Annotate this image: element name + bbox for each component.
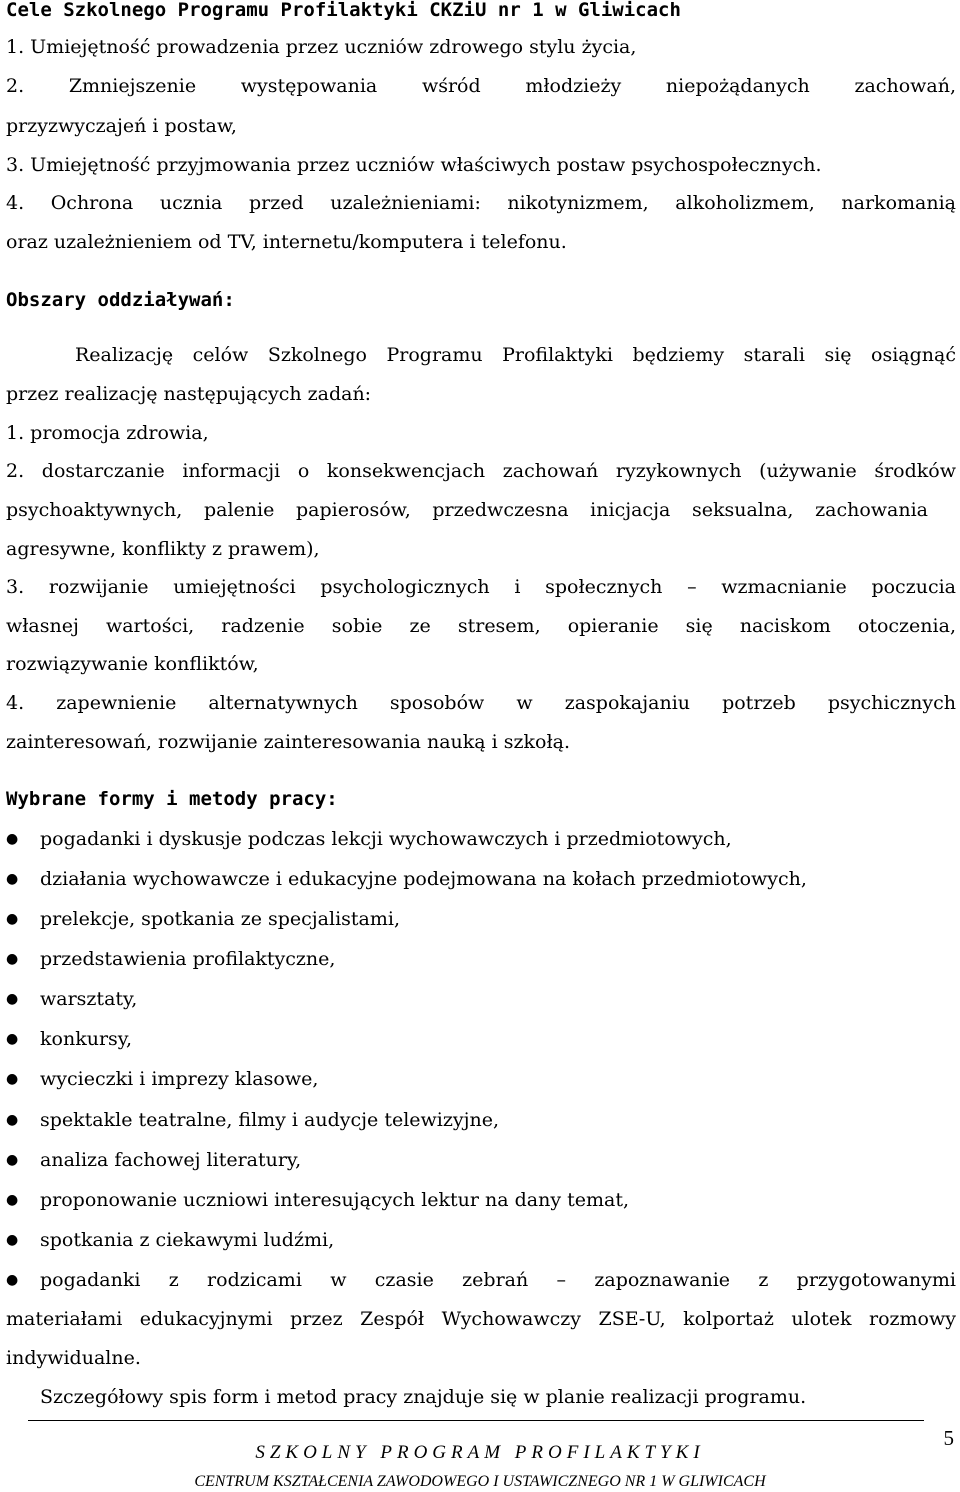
- goal-line: oraz uzależnieniem od TV, internetu/komputera i telefonu.: [6, 231, 567, 253]
- bullet-icon: ●: [6, 1031, 19, 1047]
- goal-line: 1. Umiejętność prowadzenia przez uczniów zdrowego stylu życia,: [6, 36, 637, 58]
- bullet-icon: ●: [6, 991, 19, 1007]
- bullet-icon: ●: [6, 911, 19, 927]
- bullet-icon: ●: [6, 831, 19, 847]
- closing-note: Szczegółowy spis form i metod pracy znajduje się w planie realizacji programu.: [40, 1386, 807, 1408]
- goal-line: 2. Zmniejszenie występowania wśród młodzieży niepożądanych zachowań,: [6, 75, 956, 97]
- task-line: zainteresowań, rozwijanie zainteresowania nauką i szkołą.: [6, 731, 570, 753]
- task-line: agresywne, konflikty z prawem),: [6, 538, 320, 560]
- bullet-icon: ●: [6, 1152, 19, 1168]
- task-line: 4. zapewnienie alternatywnych sposobów w zaspokajaniu potrzeb psychicznych: [6, 692, 956, 714]
- task-line: 2. dostarczanie informacji o konsekwencjach zachowań ryzykownych (używanie środków: [6, 460, 956, 482]
- task-line: 3. rozwijanie umiejętności psychologicznych i społecznych – wzmacnianie poczucia: [6, 576, 956, 598]
- footer-program-name: SZKOLNY PROGRAM PROFILAKTYKI: [255, 1442, 705, 1463]
- bullet-icon: ●: [6, 871, 19, 887]
- areas-intro-line: Realizację celów Szkolnego Programu Profilaktyki będziemy starali się osiągnąć: [75, 344, 956, 366]
- methods-heading: Wybrane formy i metody pracy:: [6, 788, 338, 810]
- task-line: własnej wartości, radzenie sobie ze stresem, opieranie się naciskom otoczenia,: [6, 615, 956, 637]
- bullet-icon: ●: [6, 1071, 19, 1087]
- document-title: Cele Szkolnego Programu Profilaktyki CKZiU nr 1 w Gliwicach: [6, 0, 681, 21]
- bullet-icon: ●: [6, 951, 19, 967]
- methods-continuation-line: materiałami edukacyjnymi przez Zespół Wychowawczy ZSE-U, kolportaż ulotek rozmowy: [6, 1308, 956, 1330]
- footer-divider: [28, 1420, 924, 1421]
- task-line: 1. promocja zdrowia,: [6, 422, 209, 444]
- task-line: psychoaktywnych, palenie papierosów, przedwczesna inicjacja seksualna, zachowania: [6, 499, 928, 521]
- methods-continuation-line: indywidualne.: [6, 1347, 141, 1369]
- bullet-icon: ●: [6, 1192, 19, 1208]
- page-number: 5: [943, 1426, 954, 1450]
- bullet-icon: ●: [6, 1112, 19, 1128]
- goal-line: 4. Ochrona ucznia przed uzależnieniami: nikotynizmem, alkoholizmem, narkomanią: [6, 192, 956, 214]
- bullet-icon: ●: [6, 1272, 19, 1288]
- goal-line: przyzwyczajeń i postaw,: [6, 115, 237, 137]
- footer-institution: CENTRUM KSZTAŁCENIA ZAWODOWEGO I USTAWICZNEGO NR 1 W GLIWICACH: [194, 1473, 766, 1490]
- areas-intro-line: przez realizację następujących zadań:: [6, 383, 372, 405]
- goal-line: 3. Umiejętność przyjmowania przez uczniów właściwych postaw psychospołecznych.: [6, 154, 822, 176]
- document-page: Cele Szkolnego Programu Profilaktyki CKZiU nr 1 w Gliwicach 1. Umiejętność prowadzenia przez uczniów zdrowego stylu życia, 2. Zmniejszenie występowania wśród młodzieży niepożądanych zachowań, przyzwyczajeń i postaw, 3. Umiejętność przyjmowania przez uczniów właściwych postaw psychospołecznych. 4. Ochrona ucznia przed uzależnieniami: nikotynizmem, alkoholizmem, narkomanią oraz uzależnieniem od TV, internetu/komputera i telefonu. Obszary oddziaływań: Realizację celów Szkolnego Programu Profilaktyki będziemy starali się osiągnąć przez realizację następujących zadań: 1. promocja zdrowia, 2. dostarczanie informacji o konsekwencjach zachowań ryzykownych (używanie środków psychoaktywnych, palenie papierosów, przedwczesna inicjacja seksualna, zachowania agresywne, konflikty z prawem), 3. rozwijanie umiejętności psychologicznych i społecznych – wzmacnianie poczucia własnej wartości, radzenie sobie ze stresem, opieranie się naciskom otoczenia, rozwiązywanie konfliktów, 4. zapewnienie alternatywnych sposobów w zaspokajaniu potrzeb psychicznych zainteresowań, rozwijanie zainteresowania nauką i szkołą. Wybrane formy i metody pracy: ● pogadanki i dyskusje podczas lekcji wychowawczych i przedmiotowych, ● działania wychowawcze i edukacyjne podejmowana na kołach przedmiotowych, ● prelekcje, spotkania ze specjalistami, ● przedstawienia profilaktyczne, ● warsztaty, ● konkursy, ● wycieczki i imprezy klasowe, ● spektakle teatralne, filmy i audycje telewizyjne, ● analiza fachowej literatury, ● proponowanie uczniowi interesujących lektur na dany temat, ● spotkania z ciekawymi ludźmi, ● pogadanki z rodzicami w czasie zebrań – zapoznawanie z przygotowanymi materiałami edukacyjnymi przez Zespół Wychowawczy ZSE-U, kolportaż ulotek rozmowy indywidualne. Szczegółowy spis form i metod pracy znajduje się w planie realizacji programu. 5 SZKOLNY PROGRAM PROFILAKTYKI CENTRUM KSZTAŁCENIA ZAWODOWEGO I USTAWICZNEGO NR 1 W GLIWICACH: [0, 0, 960, 1490]
- areas-heading: Obszary oddziaływań:: [6, 289, 235, 311]
- task-line: rozwiązywanie konfliktów,: [6, 653, 259, 675]
- bullet-icon: ●: [6, 1232, 19, 1248]
